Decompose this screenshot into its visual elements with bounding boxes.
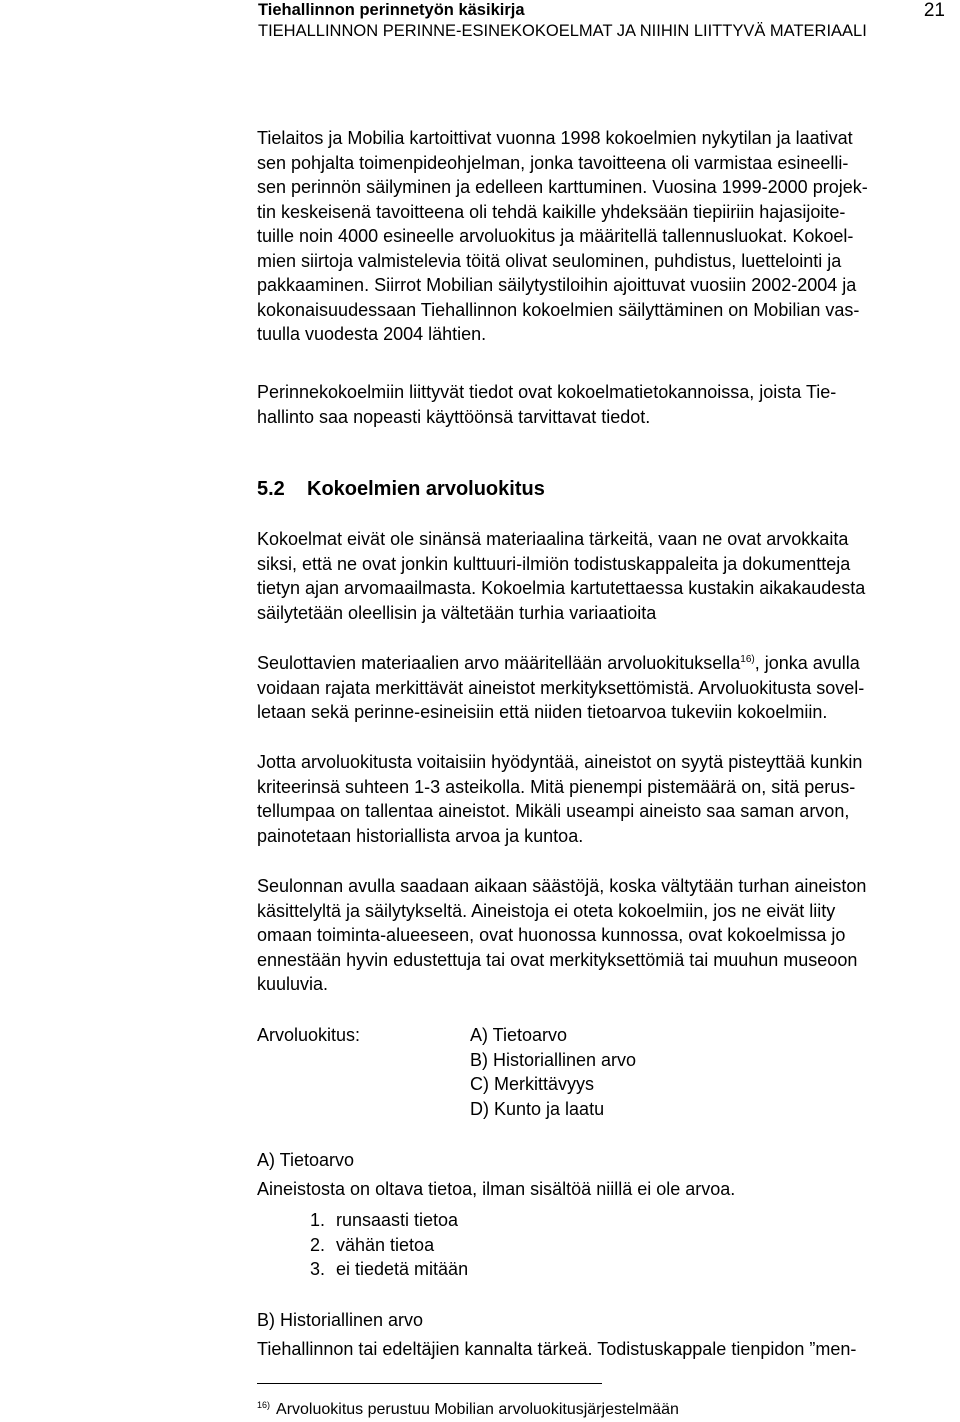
criteria-item: B) Historiallinen arvo (470, 1049, 637, 1070)
criteria-item: C) Merkittävyys (470, 1074, 595, 1094)
section-heading (257, 476, 545, 502)
text-line: Tielaitos ja Mobilia kartoittivat vuonna 1998 kokoelmien nykytilan ja laativat (257, 128, 853, 148)
text-line: säilytetään oleellisin ja vältetään turhia variaatioita (257, 602, 657, 623)
text-line: tin keskeisenä tavoitteena oli tehdä kaikille yhdeksään tiepiiriin hajasijoite- (257, 201, 846, 222)
text-line: käsittelyltä ja säilytykseltä. Aineistoja ei oteta kokoelmiin, jos ne eivät liity (257, 900, 836, 921)
paragraph-scoring (257, 750, 957, 848)
header-title: Tiehallinnon perinnetyön käsikirja (258, 1, 525, 19)
text-line: tellumpaa on tallentaa aineistot. Mikäli useampi aineisto saa saman arvon, (257, 801, 850, 821)
paragraph-intro (257, 126, 957, 347)
text-line: Jotta arvoluokitusta voitaisiin hyödyntää, aineistot on syytä pisteyttää kunkin (257, 752, 863, 772)
page-number: 21 (923, 0, 945, 21)
text-line: tietyn ajan arvomaailmasta. Kokoelmia kartutettaessa kustakin aikakaudesta (257, 578, 866, 598)
text-line: kuuluvia. (257, 974, 329, 994)
text-line: Seulonnan avulla saadaan aikaan säästöjä, koska vältytään turhan aineiston (257, 876, 867, 896)
text-line: hallinto saa nopeasti käyttöönsä tarvittavat tiedot. (257, 406, 651, 427)
paragraph-savings (257, 874, 957, 997)
text-line: kriteerinsä suhteen 1-3 asteikolla. Mitä pienempi pistemäärä on, sitä perus- (257, 776, 856, 797)
footnote-divider (257, 1383, 602, 1384)
text-line: tuulla vuodesta 2004 lähtien. (257, 324, 487, 344)
criteria-item: D) Kunto ja laatu (470, 1098, 605, 1119)
paragraph-databases (257, 380, 957, 429)
text-line: sen pohjalta toimenpideohjelman, jonka tavoitteena oli varmistaa esineelli- (257, 152, 849, 173)
list-item: 1. runsaasti tietoa (310, 1210, 459, 1230)
subsection-title: A) Tietoarvo (257, 1150, 355, 1170)
section-number: 5.2 (257, 478, 285, 500)
criteria-list (470, 1023, 636, 1121)
text-line: siksi, että ne ovat jonkin kulttuuri-ilmiön todistuskappaleita ja dokumentteja (257, 553, 851, 574)
text-line: mien siirtoja valmistelevia töitä olivat seulominen, puhdistus, luettelointi ja (257, 250, 842, 271)
section-title: Kokoelmien arvoluokitus (307, 478, 545, 500)
section-a (257, 1148, 957, 1201)
paragraph-collections (257, 527, 957, 625)
text-line: tuille noin 4000 esineelle arvoluokitus ja määritellä tallennusluokat. Kokoel- (257, 226, 854, 246)
footnote (257, 1400, 679, 1420)
text-line: kokonaisuudessaan Tiehallinnon kokoelmien säilyttäminen on Mobilian vas- (257, 299, 860, 320)
footnote-ref[interactable]: 16) (740, 654, 755, 665)
list-item: 3. ei tiedetä mitään (310, 1259, 469, 1279)
text-line: Perinnekokoelmiin liittyvät tiedot ovat kokoelmatietokannoissa, joista Tie- (257, 382, 837, 402)
text-line: ennestään hyvin edustettuja tai ovat merkityksettömiä tai muuhun museoon (257, 949, 858, 970)
footnote-text: Arvoluokitus perustuu Mobilian arvoluokitusjärjestelmään (276, 1401, 679, 1418)
header-subtitle: TIEHALLINNON PERINNE-ESINEKOKOELMAT JA NIIHIN LIITTYVÄ MATERIAALI (258, 22, 867, 40)
text-line: voidaan rajata merkittävät aineistot merkityksettömistä. Arvoluokitusta sovel- (257, 677, 865, 698)
text-line: painotetaan historiallista arvoa ja kuntoa. (257, 825, 584, 846)
text-line: omaan toiminta-alueeseen, ovat huonossa kunnossa, ovat kokoelmissa jo (257, 925, 846, 945)
text-line: Tiehallinnon tai edeltäjien kannalta tärkeä. Todistuskappale tienpidon ”men- (257, 1338, 857, 1359)
text-line: Seulottavien materiaalien arvo määritellään arvoluokituksella$^{16)}$, jonka avulla (257, 653, 860, 673)
text-line: letaan sekä perinne-esineisiin että niiden tietoarvoa tukeviin kokoelmiin. (257, 702, 828, 722)
criteria-item: A) Tietoarvo (470, 1025, 568, 1045)
text-line: sen perinnön säilyminen ja edelleen karttuminen. Vuosina 1999-2000 projek- (257, 177, 868, 197)
text-line: Aineistosta on oltava tietoa, ilman sisältöä niillä ei ole arvoa. (257, 1178, 736, 1199)
text-line: Kokoelmat eivät ole sinänsä materiaalina tärkeitä, vaan ne ovat arvokkaita (257, 529, 849, 549)
footnote-marker: 16) (257, 1400, 271, 1410)
section-b (257, 1308, 957, 1361)
paragraph-screening (257, 651, 957, 725)
section-a-list (310, 1208, 468, 1282)
list-item: 2. vähän tietoa (310, 1234, 435, 1255)
criteria-label: Arvoluokitus: (257, 1025, 361, 1045)
subsection-title: B) Historiallinen arvo (257, 1310, 424, 1330)
text-line: pakkaaminen. Siirrot Mobilian säilytystiloihin ajoittuvat vuosiin 2002-2004 ja (257, 275, 857, 295)
